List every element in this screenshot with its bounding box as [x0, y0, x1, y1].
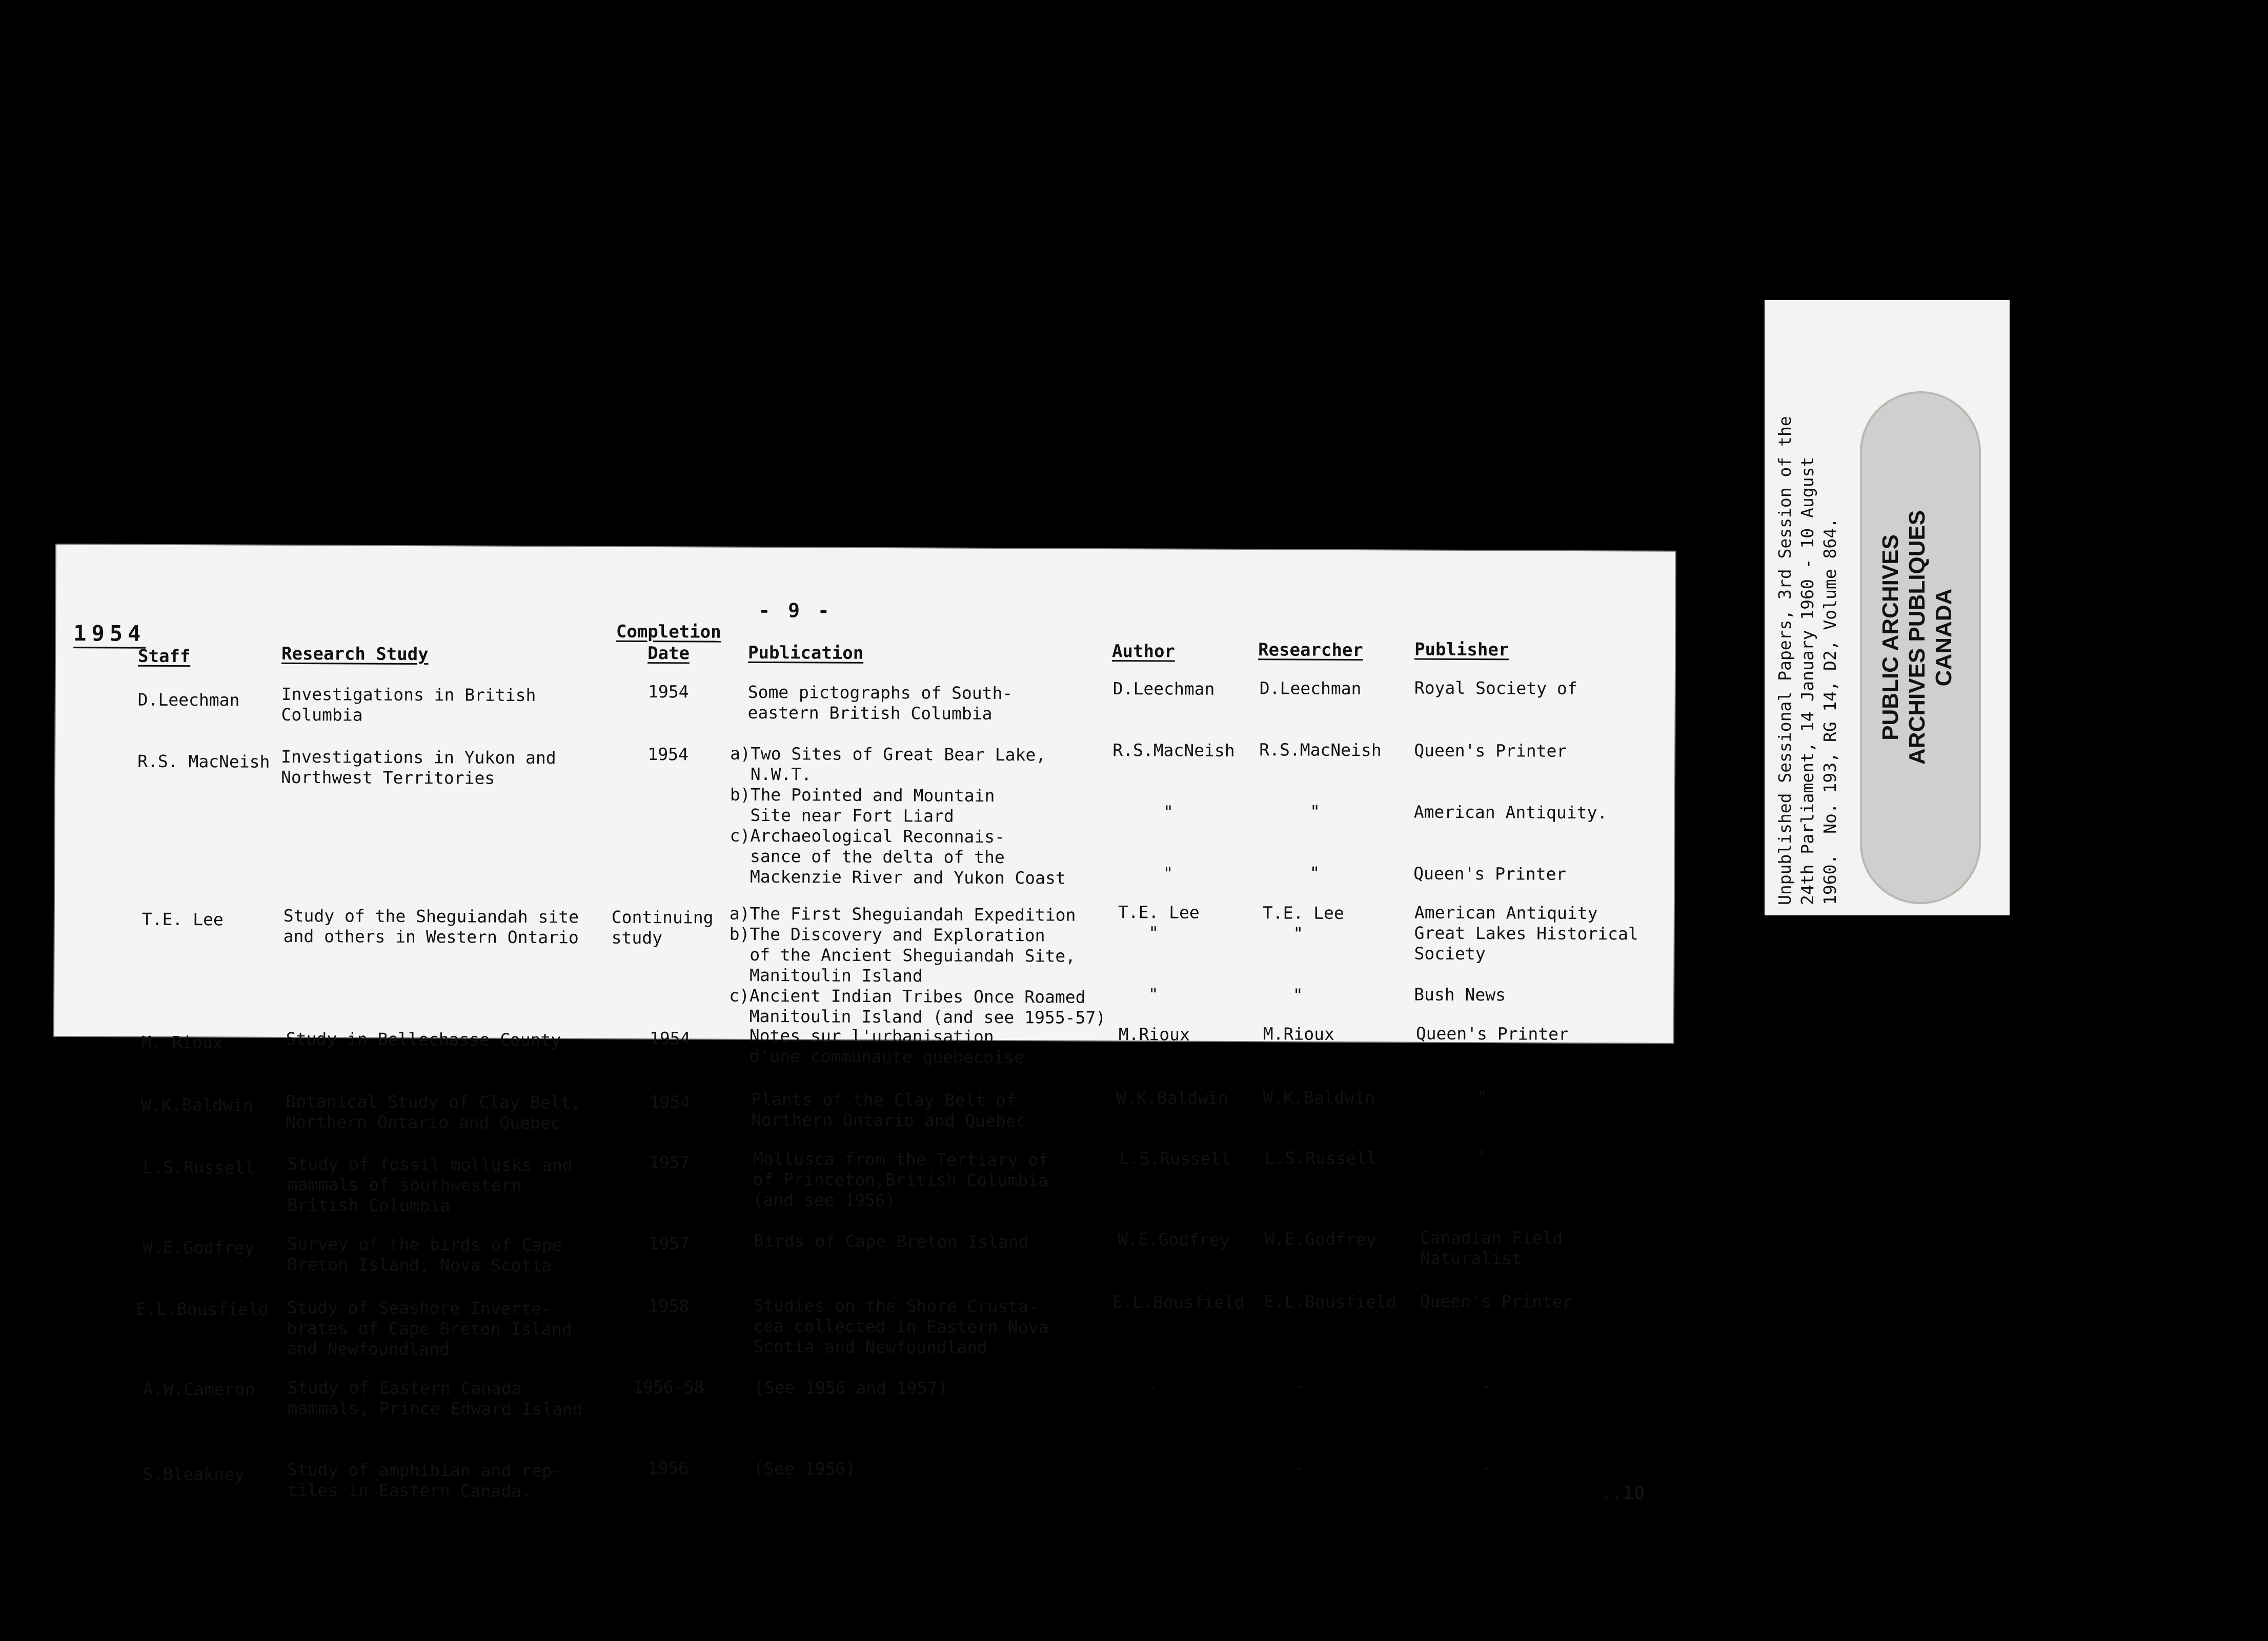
table-row-date: 1954: [647, 682, 689, 702]
archive-label: [1765, 300, 2010, 915]
table-row-staff: A.W.Cameron: [143, 1378, 255, 1399]
table-row-publication: (See 1956 and 1957): [754, 1377, 948, 1398]
table-row-publication: (See 1956): [754, 1458, 856, 1479]
table-row-date: 1957: [649, 1152, 690, 1173]
table-row-researcher: T.E. Lee " ": [1262, 903, 1344, 1005]
table-row-staff: D.Leechman: [137, 689, 240, 710]
table-row-researcher: -: [1263, 1457, 1304, 1478]
table-row-date: 1956: [647, 1458, 688, 1478]
table-row-date: 1954: [647, 744, 689, 765]
archive-caption: Unpublished Sessional Papers, 3rd Session of the 24th Parliament, 14 January 1960 - 10 August 1960. No. 193, RG 14, D2, Volume 864.: [1775, 416, 1840, 905]
table-row-researcher: W.K.Baldwin: [1263, 1087, 1375, 1108]
table-row-author: D.Leechman: [1112, 678, 1215, 699]
header-author: Author: [1112, 641, 1176, 662]
table-row-study: Survey of the birds of Cape Breton Island, Nova Scotia: [287, 1233, 562, 1276]
table-row-publication: Birds of Cape Breton Island: [754, 1230, 1029, 1252]
table-row-author: T.E. Lee " ": [1118, 902, 1200, 1005]
header-completion-date: Completion Date: [616, 621, 721, 664]
table-row-publisher: ": [1415, 1146, 1487, 1167]
table-row-author: R.S.MacNeish " ": [1112, 739, 1235, 884]
table-row-publication: Plants of the Clay Belt of Northern Ontario and Quebec: [751, 1089, 1026, 1131]
stamp-line-3: CANADA: [1931, 588, 1956, 687]
table-row-publisher: Royal Society of: [1414, 677, 1577, 698]
table-row-staff: T.E. Lee: [141, 909, 224, 930]
table-row-staff: W.E.Godfrey: [142, 1237, 255, 1258]
table-row-researcher: E.L.Bousfield: [1264, 1291, 1396, 1312]
table-row-date: 1954: [649, 1092, 691, 1112]
table-row-publication: a)Two Sites of Great Bear Lake, N.W.T. b)The Pointed and Mountain Site near Fort Liard c)Archaeological Reconnais- sance of the delta of the Mackenzie River and Yukon Coast: [730, 743, 1066, 888]
header-publisher: Publisher: [1414, 639, 1509, 661]
table-row-study: Investigations in Yukon and Northwest Territories: [280, 746, 556, 788]
table-row-author: E.L.Bousfield: [1112, 1292, 1245, 1313]
table-row-researcher: W.E.Godfrey: [1264, 1229, 1376, 1250]
document-page: [54, 545, 1675, 1504]
table-row-author: W.K.Baldwin: [1116, 1088, 1228, 1108]
table-row-publication: Notes sur l'urbanisation d'une communaute quebecoise: [749, 1025, 1025, 1068]
year-mark: 1954: [73, 621, 146, 649]
table-row-staff: L.S.Russell: [143, 1157, 255, 1178]
continued-marker: ..10: [1600, 1483, 1645, 1504]
table-row-publication: Studies on the Shore Crusta- cea collected in Eastern Nova Scotia and Newfoundland: [753, 1295, 1049, 1357]
table-row-publisher: American Antiquity Great Lakes Historical Society Bush News: [1414, 902, 1638, 1005]
page-number: - 9 -: [758, 598, 833, 622]
header-researcher: Researcher: [1258, 639, 1363, 661]
table-row-study: Botanical Study of Clay Belt, Northern Ontario and Quebec: [286, 1091, 581, 1133]
table-row-publication: a)The First Sheguiandah Expedition b)The Discovery and Exploration of the Ancient Sheguiandah Site, Manitoulin Island c)Ancient Indian Tribes Once Roamed Manitoulin Island (and see 1955-57): [728, 903, 1106, 1028]
table-row-study: Study in Bellechasse County: [286, 1028, 561, 1050]
archives-stamp: [1860, 391, 1981, 904]
table-row-publication: Some pictographs of South- eastern British Columbia: [747, 682, 1013, 724]
table-row-study: Study of Eastern Canada mammals, Prince Edward Island: [287, 1377, 583, 1419]
table-row-publisher: Queen's Printer American Antiquity. Queen's Printer: [1413, 740, 1608, 884]
table-row-date: Continuing study: [611, 907, 714, 948]
table-row-author: L.S.Russell: [1119, 1148, 1231, 1169]
table-row-researcher: R.S.MacNeish " ": [1259, 739, 1382, 883]
table-row-study: Study of fossil mollusks and mammals of southwestern British Columbia: [287, 1153, 573, 1216]
table-row-date: 1956-58: [633, 1376, 704, 1397]
header-research-study: Research Study: [281, 643, 429, 665]
table-row-author: -: [1117, 1458, 1158, 1478]
table-row-publisher: Queen's Printer: [1420, 1291, 1573, 1312]
table-row-staff: R.S. MacNeish: [137, 751, 270, 772]
stamp-line-2: ARCHIVES PUBLIQUES: [1905, 510, 1930, 765]
header-staff: Staff: [137, 646, 191, 667]
table-row-staff: W.K.Baldwin: [141, 1094, 253, 1115]
table-row-staff: S.Bleakney: [143, 1464, 245, 1485]
table-row-researcher: M.Rioux: [1263, 1024, 1335, 1044]
table-row-date: 1957: [649, 1233, 690, 1254]
table-row-publication: Mollusca from the Tertiary of of Princeton,British Columbia (and see 1956): [753, 1148, 1049, 1211]
table-row-publisher: -: [1419, 1375, 1491, 1396]
stamp-text: [1877, 473, 1957, 802]
table-row-author: M.Rioux: [1118, 1024, 1190, 1045]
table-row-study: Study of the Sheguiandah site and others in Western Ontario: [283, 905, 579, 948]
table-row-study: Study of Seashore Inverte- brates of Cape Breton Island and Newfoundland: [287, 1297, 572, 1359]
table-row-researcher: D.Leechman: [1259, 678, 1362, 699]
table-row-publisher: Canadian Field Naturalist: [1420, 1227, 1563, 1269]
table-row-publisher: -: [1419, 1457, 1491, 1478]
table-row-study: Investigations in British Columbia: [281, 684, 536, 725]
table-row-date: 1958: [648, 1296, 690, 1316]
table-row-publisher: Queen's Printer: [1415, 1023, 1569, 1044]
table-row-author: -: [1117, 1376, 1158, 1396]
table-row-researcher: -: [1263, 1375, 1305, 1396]
table-row-author: W.E.Godfrey: [1118, 1229, 1230, 1250]
table-row-date: 1954: [649, 1028, 691, 1049]
table-row-study: Study of amphibian and rep- tiles in Eastern Canada.: [287, 1459, 562, 1502]
table-row-staff: E.L.Bousfield: [136, 1298, 269, 1319]
table-row-publisher: ": [1415, 1087, 1487, 1108]
table-row-researcher: L.S.Russell: [1264, 1148, 1377, 1169]
header-publication: Publication: [748, 642, 864, 664]
table-row-staff: M. Rioux: [141, 1032, 223, 1053]
stamp-line-1: PUBLIC ARCHIVES: [1878, 534, 1903, 741]
